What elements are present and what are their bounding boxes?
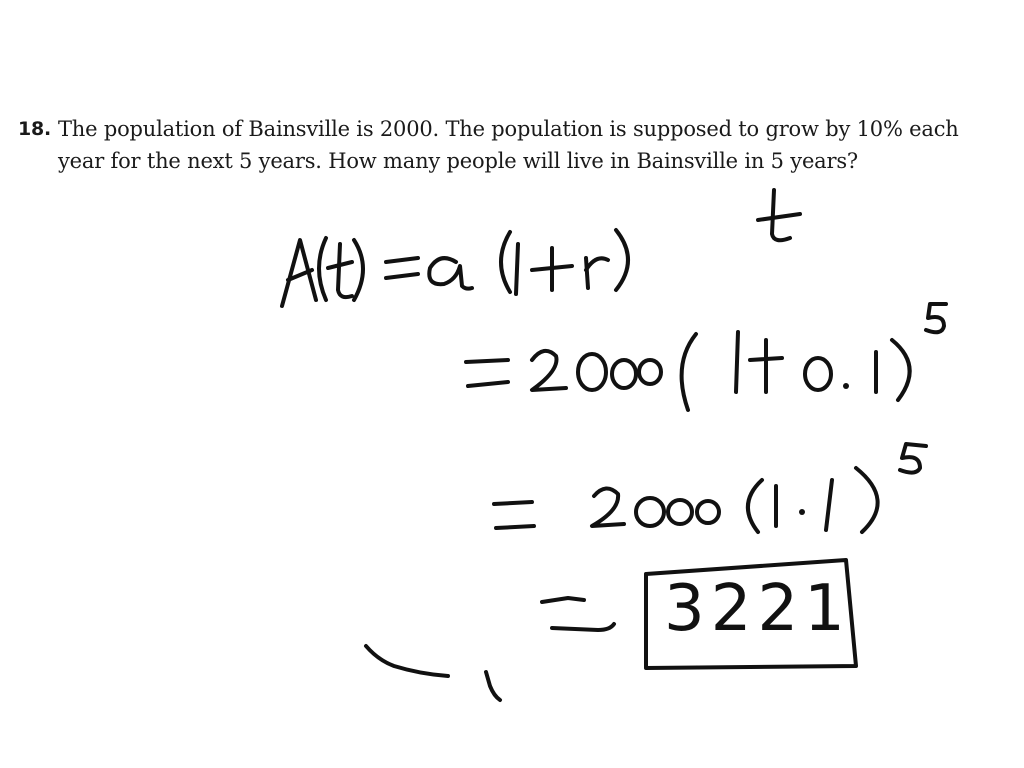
problem-number: 18. bbox=[18, 118, 52, 140]
problem-text-line-1: The population of Bainsville is 2000. The population is supposed to grow by 10% each bbox=[58, 117, 959, 141]
step-2-substitution bbox=[466, 304, 946, 410]
problem-text-line-2: year for the next 5 years. How many people will live in Bainsville in 5 years? bbox=[58, 149, 858, 173]
step-1-formula bbox=[282, 190, 800, 306]
stray-pen-marks bbox=[366, 646, 500, 700]
step-3-simplify bbox=[494, 444, 926, 532]
answer-value: 3221 bbox=[664, 572, 851, 646]
